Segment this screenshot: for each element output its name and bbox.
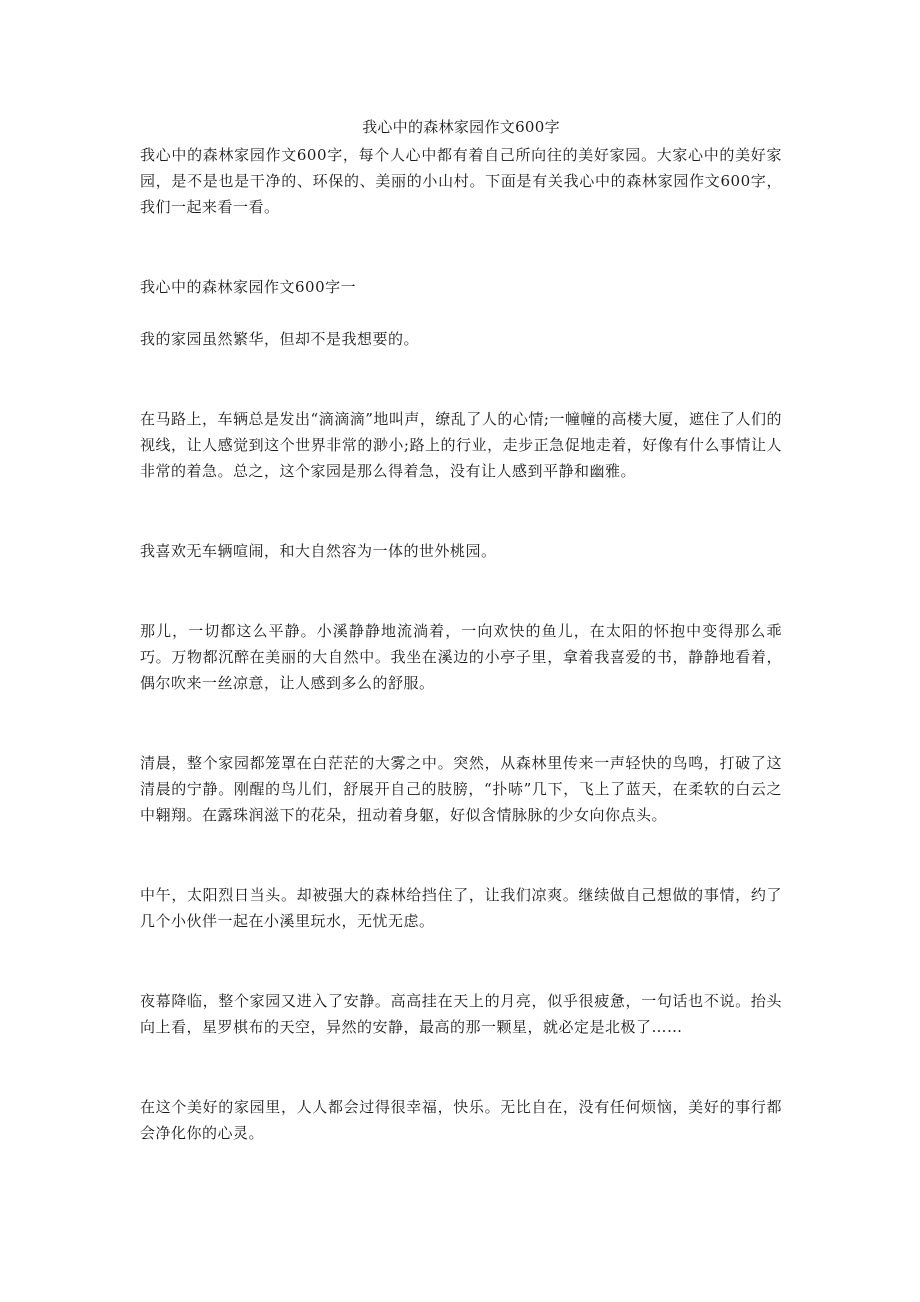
intro-paragraph: 我心中的森林家园作文600字，每个人心中都有着自己所向往的美好家园。大家心中的美好家园，是不是也是干净的、环保的、美丽的小山村。下面是有关我心中的森林家园作文600字，我们一起来看一看。 <box>140 146 782 216</box>
section-heading: 我心中的森林家园作文600字一 <box>140 278 357 296</box>
paragraph: 中午，太阳烈日当头。却被强大的森林给挡住了，让我们凉爽。继续做自己想做的事情，约了几个小伙伴一起在小溪里玩水，无忧无虑。 <box>140 886 782 930</box>
document-title: 我心中的森林家园作文600字 <box>362 118 560 136</box>
paragraph: 夜幕降临，整个家园又进入了安静。高高挂在天上的月亮，似乎很疲惫，一句话也不说。抬头向上看，星罗棋布的天空，异然的安静，最高的那一颗星，就必定是北极了…… <box>140 992 782 1036</box>
paragraph: 我的家园虽然繁华，但却不是我想要的。 <box>140 330 420 348</box>
paragraph: 那儿，一切都这么平静。小溪静静地流淌着，一向欢快的鱼儿，在太阳的怀抱中变得那么乖巧。万物都沉醉在美丽的大自然中。我坐在溪边的小亭子里，拿着我喜爱的书，静静地看着，偶尔吹来一丝凉意，让人感到多么的舒服。 <box>140 622 782 692</box>
paragraph: 在马路上，车辆总是发出“滴滴滴”地叫声，缭乱了人的心情;一幢幢的高楼大厦，遮住了人们的视线，让人感觉到这个世界非常的渺小;路上的行业，走步正急促地走着，好像有什么事情让人非常的着急。总之，这个家园是那么得着急，没有让人感到平静和幽雅。 <box>140 410 782 480</box>
paragraph: 我喜欢无车辆喧闹，和大自然容为一体的世外桃园。 <box>140 542 497 560</box>
closing-paragraph: 在这个美好的家园里，人人都会过得很幸福，快乐。无比自在，没有任何烦恼，美好的事行都会净化你的心灵。 <box>140 1098 782 1142</box>
document-page <box>140 114 782 1146</box>
paragraph: 清晨，整个家园都笼罩在白茫茫的大雾之中。突然，从森林里传来一声轻快的鸟鸣，打破了这清晨的宁静。刚醒的鸟儿们，舒展开自己的肢膀，“扑哧”几下，飞上了蓝天，在柔软的白云之中翱翔。在露珠润滋下的花朵，扭动着身躯，好似含情脉脉的少女向你点头。 <box>140 754 782 824</box>
